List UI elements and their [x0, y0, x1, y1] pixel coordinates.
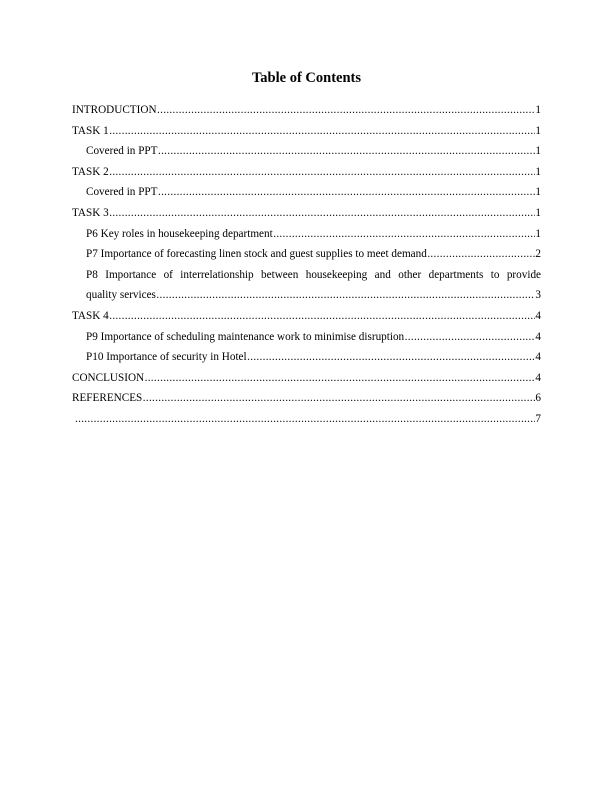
- toc-leader-dots: [427, 244, 535, 265]
- toc-leader-dots: [143, 388, 535, 409]
- toc-entry-label-line1: P8 Importance of interrelationship between housekeeping and other departments to provide: [86, 268, 541, 281]
- toc-entry-label: REFERENCES: [72, 392, 143, 405]
- toc-entry-label: Covered in PPT: [86, 145, 158, 158]
- toc-leader-dots: [109, 121, 535, 142]
- toc-entry-page: 4: [535, 309, 541, 322]
- toc-entry-label-line2: quality services: [86, 289, 156, 302]
- toc-entry-page: 1: [535, 145, 541, 158]
- toc-entry-page: 2: [535, 248, 541, 261]
- toc-entry-label: INTRODUCTION: [72, 104, 157, 116]
- toc-entry-label: TASK 1: [72, 124, 109, 137]
- toc-leader-dots: [109, 306, 535, 327]
- toc-entry-label: P9 Importance of scheduling maintenance work to minimise disruption: [86, 330, 405, 343]
- toc-entry-p10[interactable]: [72, 347, 541, 368]
- toc-leader-dots: [158, 141, 535, 162]
- toc-leader-dots: [156, 285, 535, 306]
- toc-entry-page: 1: [535, 186, 541, 199]
- toc-entry-p6[interactable]: [72, 224, 541, 245]
- toc-entry-label: TASK 2: [72, 165, 109, 178]
- toc-leader-dots: [157, 100, 535, 121]
- toc-entry-task-3[interactable]: [72, 203, 541, 224]
- toc-entry-label: CONCLUSION: [72, 371, 145, 384]
- toc-title: Table of Contents: [251, 70, 362, 86]
- toc-entry-page: 3: [535, 289, 541, 302]
- toc-entry-label: TASK 4: [72, 309, 109, 322]
- toc-entry-label: P10 Importance of security in Hotel: [86, 351, 247, 364]
- toc-entry-page: 7: [535, 412, 541, 425]
- toc-entry-page: 1: [535, 227, 541, 240]
- toc-entry-conclusion[interactable]: [72, 368, 541, 389]
- toc-leader-dots: [75, 409, 535, 430]
- toc-entry-label: TASK 3: [72, 206, 109, 219]
- toc-entry-page: 1: [535, 206, 541, 219]
- toc-entry-page: 1: [535, 165, 541, 178]
- toc-entry-page: 1: [535, 104, 541, 116]
- toc-entry-p9[interactable]: [72, 327, 541, 348]
- toc-entry-label: P7 Importance of forecasting linen stock and guest supplies to meet demand: [86, 248, 427, 261]
- toc-entry-covered-in-ppt-2[interactable]: [72, 182, 541, 203]
- toc-leader-dots: [145, 368, 535, 389]
- toc-entry-task-4[interactable]: [72, 306, 541, 327]
- toc-leader-dots: [273, 224, 535, 245]
- toc-entry-page: 4: [535, 351, 541, 364]
- toc-entry-task-1[interactable]: [72, 121, 541, 142]
- toc-leader-dots: [158, 182, 535, 203]
- toc-entry-page: 6: [535, 392, 541, 405]
- toc-entry-task-2[interactable]: [72, 162, 541, 183]
- toc-entry-page: 4: [535, 330, 541, 343]
- toc-leader-dots: [247, 347, 535, 368]
- toc-leader-dots: [109, 162, 535, 183]
- toc-entry-p7[interactable]: [72, 244, 541, 265]
- table-of-contents: [72, 100, 541, 430]
- toc-leader-dots: [405, 327, 535, 348]
- toc-entry-page: 4: [535, 371, 541, 384]
- toc-entry-introduction[interactable]: [72, 100, 541, 121]
- toc-leader-dots: [109, 203, 535, 224]
- toc-entry-page: 1: [535, 124, 541, 137]
- toc-entry-references[interactable]: [72, 388, 541, 409]
- toc-entry-label: P6 Key roles in housekeeping department: [86, 227, 273, 240]
- toc-entry-covered-in-ppt-1[interactable]: [72, 141, 541, 162]
- toc-entry-label: Covered in PPT: [86, 186, 158, 199]
- toc-entry-p8[interactable]: [72, 265, 541, 306]
- toc-entry-second-line: [86, 285, 541, 306]
- toc-entry-untitled[interactable]: [72, 409, 541, 430]
